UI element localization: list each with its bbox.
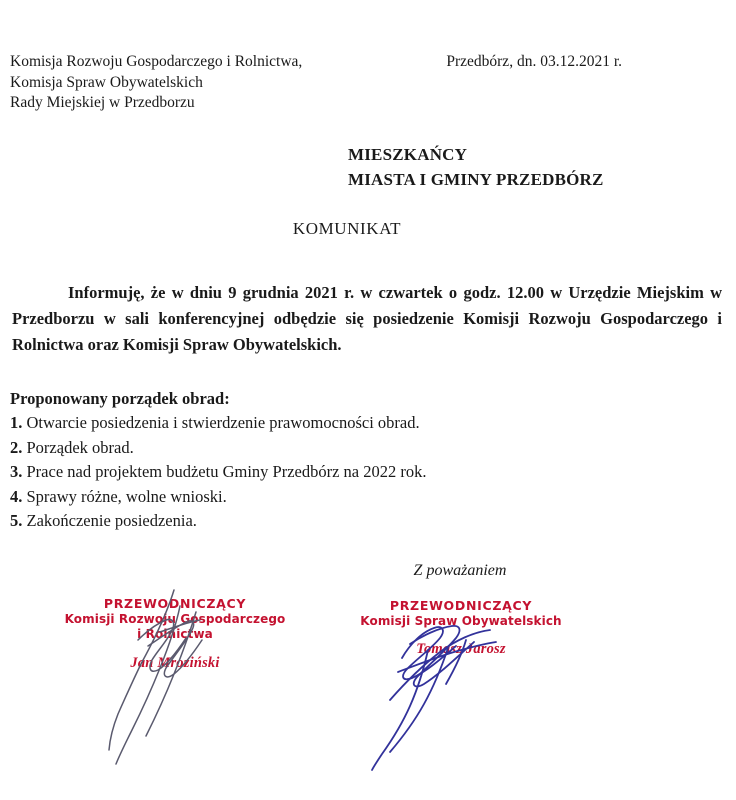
stamp-role: PRZEWODNICZĄCY — [103, 596, 247, 611]
stamp-body-line-2: i Rolnictwa — [137, 627, 213, 641]
list-item — [10, 460, 570, 484]
stamp-body-line-1: Komisji Spraw Obywatelskich — [360, 613, 562, 628]
agenda-item-number: 2. — [10, 437, 23, 457]
agenda-item-text: Zakończenie posiedzenia. — [26, 511, 197, 531]
stamp-role: PRZEWODNICZĄCY — [389, 598, 533, 613]
addressee-line-3: Rady Miejskiej w Przedborzu — [10, 94, 195, 111]
signature-stamp-left — [55, 596, 295, 671]
agenda-item-number: 3. — [10, 462, 23, 482]
agenda-item-number: 1. — [10, 413, 23, 433]
agenda-title: Proponowany porządek obrad: — [10, 389, 230, 408]
addressee-line-2: Komisja Spraw Obywatelskich — [10, 73, 203, 91]
list-item — [10, 411, 570, 435]
stamp-name: Jan Mroziński — [130, 654, 220, 671]
agenda-list — [10, 411, 570, 533]
document-header — [10, 52, 726, 114]
list-item — [10, 509, 570, 533]
stamp-name: Tomasz Jarosz — [416, 641, 506, 657]
addressee-block — [10, 52, 302, 114]
agenda-item-number: 4. — [10, 486, 23, 506]
stamp-body-line-1: Komisji Rozwoju Gospodarczego — [64, 611, 286, 626]
list-item — [10, 436, 570, 460]
notice-paragraph: Informuję, że w dniu 9 grudnia 2021 r. w czwartek o godz. 12.00 w Urzędzie Miejskim w Przedborzu w sali konferencyjnej odbędzie się posiedzenie Komisji Rozwoju Gospodarczego i Rolnictwa oraz Komisji Spraw Obywatelskich. — [12, 283, 722, 354]
document-heading: KOMUNIKAT — [292, 219, 402, 238]
recipient-line-1: MIESZKAŃCY — [348, 145, 468, 164]
agenda-item-text: Otwarcie posiedzenia i stwierdzenie prawomocności obrad. — [26, 413, 420, 433]
list-item — [10, 485, 570, 509]
agenda-item-number: 5. — [10, 511, 23, 531]
closing-salutation: Z poważaniem — [413, 562, 507, 579]
agenda-item-text: Sprawy różne, wolne wnioski. — [26, 486, 227, 506]
addressee-line-1: Komisja Rozwoju Gospodarczego i Rolnictwa, — [10, 53, 303, 70]
agenda-item-text: Porządek obrad. — [26, 437, 134, 457]
recipient-title — [348, 142, 604, 192]
place-and-date: Przedbórz, dn. 03.12.2021 r. — [446, 53, 622, 70]
recipient-line-2: MIASTA I GMINY PRZEDBÓRZ — [348, 170, 604, 189]
agenda-item-text: Prace nad projektem budżetu Gminy Przedbórz na 2022 rok. — [26, 462, 427, 482]
agenda-section — [10, 387, 570, 533]
signature-stamp-right — [336, 598, 586, 658]
